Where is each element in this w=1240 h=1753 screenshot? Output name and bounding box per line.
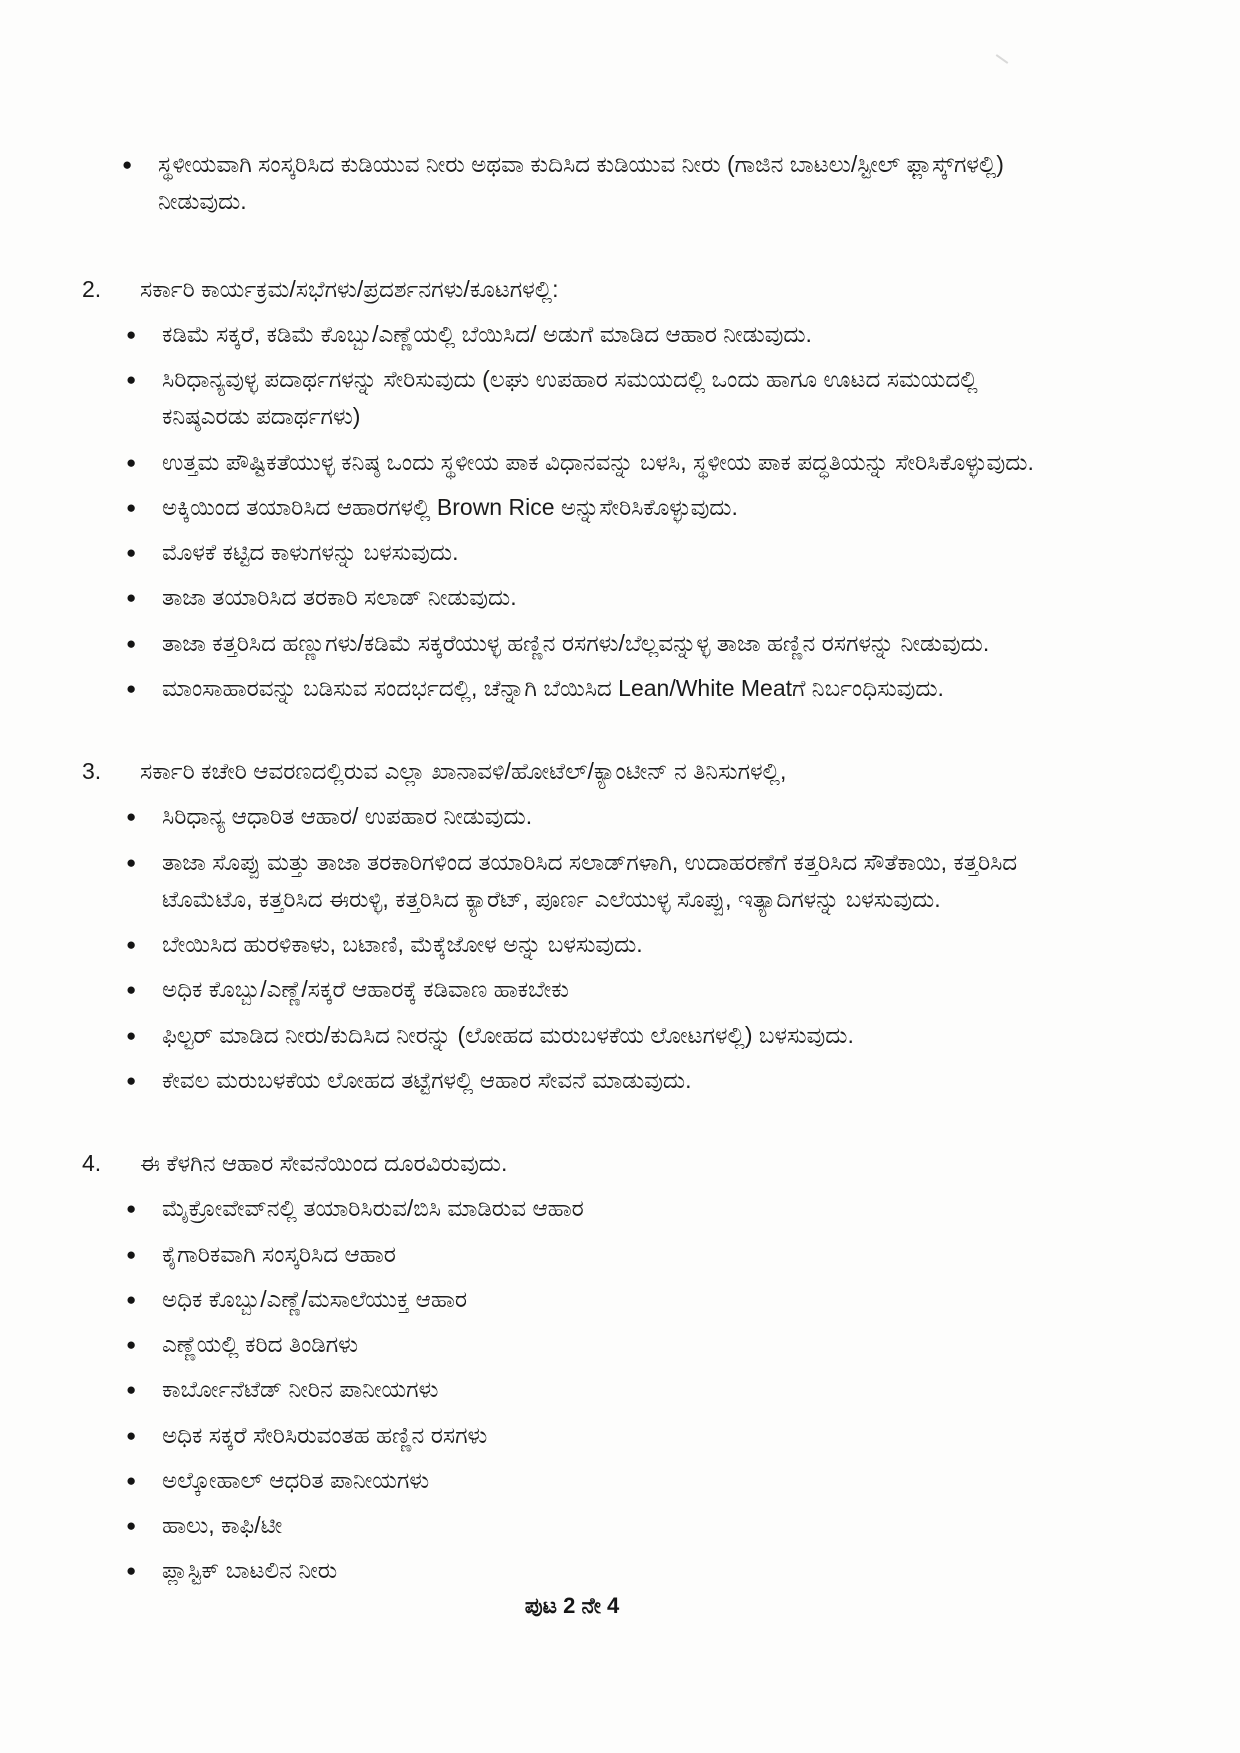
bullet-text: ಸಿರಿಧಾನ್ಯ ಆಧಾರಿತ ಆಹಾರ/ ಉಪಹಾರ ನೀಡುವುದು. xyxy=(162,803,533,830)
bullet-icon: ● xyxy=(126,980,137,1000)
list-item xyxy=(126,316,1062,353)
bullet-icon: ● xyxy=(126,1025,137,1045)
list-item xyxy=(126,971,1062,1008)
bullet-text: ಫಿಲ್ಟರ್ ಮಾಡಿದ ನೀರು/ಕುದಿಸಿದ ನೀರನ್ನು (ಲೋಹದ ಮರುಬಳಕೆಯ ಲೋಟಗಳಲ್ಲಿ) ಬಳಸುವುದು. xyxy=(162,1021,854,1048)
section-2 xyxy=(82,271,1062,708)
bullet-icon: ● xyxy=(126,1516,137,1535)
list-item xyxy=(126,844,1062,919)
bullet-text: ಎಣ್ಣೆಯಲ್ಲಿ ಕರಿದ ತಿಂಡಿಗಳು xyxy=(162,1331,359,1357)
page-number-footer: ಪುಟ 2 ನೇ 4 xyxy=(524,1593,620,1618)
bullet-text: ಅಧಿಕ ಕೊಬ್ಬು/ಎಣ್ಣೆ/ಸಕ್ಕರೆ ಆಹಾರಕ್ಕೆ ಕಡಿವಾಣ ಹಾಕಬೇಕು xyxy=(162,976,569,1003)
section-title: ಸರ್ಕಾರಿ ಕಚೇರಿ ಆವರಣದಲ್ಲಿರುವ ಎಲ್ಲಾ ಖಾನಾವಳಿ/ಹೋಟೆಲ್/ಕ್ಯಾಂಟೀನ್ ನ ತಿನಿಸುಗಳಲ್ಲಿ, xyxy=(140,758,787,784)
bullet-text: ಕಡಿಮೆ ಸಕ್ಕರೆ, ಕಡಿಮೆ ಕೊಬ್ಬು/ಎಣ್ಣೆಯಲ್ಲಿ ಬೆಯಿಸಿದ/ ಅಡುಗೆ ಮಾಡಿದ ಆಹಾರ ನೀಡುವುದು. xyxy=(162,320,812,347)
list-item xyxy=(126,1417,1062,1454)
list-item xyxy=(122,146,1062,221)
list-item xyxy=(126,1236,1062,1273)
bullet-text: ಕಾರ್ಬೋನೆಟೆಡ್ ನೀರಿನ ಪಾನೀಯಗಳು xyxy=(162,1376,439,1403)
bullet-text: ಸ್ಥಳೀಯವಾಗಿ ಸಂಸ್ಕರಿಸಿದ ಕುಡಿಯುವ ನೀರು ಅಥವಾ ಕುದಿಸಿದ ಕುಡಿಯುವ ನೀರು (ಗಾಜಿನ ಬಾಟಲು/ಸ್ಟೀಲ್ ಫ್ಲಾಸ್ಕ್‌ಗಳಲ್ಲಿ) ನೀಡುವುದು. xyxy=(158,151,1004,215)
section-heading xyxy=(82,1145,1062,1182)
bullet-icon: ● xyxy=(126,678,137,698)
list-item xyxy=(126,1507,1062,1544)
bullet-icon: ● xyxy=(126,807,137,827)
bullet-icon: ● xyxy=(122,155,133,174)
bullet-icon: ● xyxy=(126,543,137,562)
bullet-text: ಅಧಿಕ ಕೊಬ್ಬು/ಎಣ್ಣೆ/ಮಸಾಲೆಯುಕ್ತ ಆಹಾರ xyxy=(162,1285,468,1312)
section-number: 2. xyxy=(82,275,102,302)
bullet-icon: ● xyxy=(126,1561,137,1581)
section-title: ಈ ಕೆಳಗಿನ ಆಹಾರ ಸೇವನೆಯಿಂದ ದೂರವಿರುವುದು. xyxy=(140,1150,508,1176)
section-heading xyxy=(82,753,1062,790)
bullet-icon: ● xyxy=(126,935,137,954)
bullet-icon: ● xyxy=(126,1335,137,1354)
bullet-text: ತಾಜಾ ಕತ್ತರಿಸಿದ ಹಣ್ಣುಗಳು/ಕಡಿಮೆ ಸಕ್ಕರೆಯುಳ್ಳ ಹಣ್ಣಿನ ರಸಗಳು/ಬೆಲ್ಲವನ್ನುಳ್ಳ ತಾಜಾ ಹಣ್ಣಿನ ರಸಗಳನ್ನು ನೀಡುವುದು. xyxy=(162,629,990,656)
bullet-text: ಕೇವಲ ಮರುಬಳಕೆಯ ಲೋಹದ ತಟ್ಟೆಗಳಲ್ಲಿ ಆಹಾರ ಸೇವನೆ ಮಾಡುವುದು. xyxy=(162,1066,692,1093)
bullet-icon: ● xyxy=(126,324,137,344)
list-item xyxy=(126,1552,1062,1589)
bullet-icon: ● xyxy=(126,1425,137,1445)
bullet-text: ಸಿರಿಧಾನ್ಯವುಳ್ಳ ಪದಾರ್ಥಗಳನ್ನು ಸೇರಿಸುವುದು (ಲಘು ಉಪಹಾರ ಸಮಯದಲ್ಲಿ ಒಂದು ಹಾಗೂ ಊಟದ ಸಮಯದಲ್ಲಿ ಕನಿಷ್ಠಎರಡು ಪದಾರ್ಥಗಳು) xyxy=(162,366,978,430)
list-item xyxy=(126,1326,1062,1363)
list-item xyxy=(126,1281,1062,1318)
bullet-icon: ● xyxy=(126,633,137,653)
bullet-text: ಉತ್ತಮ ಪೌಷ್ಟಿಕತೆಯುಳ್ಳ ಕನಿಷ್ಠ ಒಂದು ಸ್ಥಳೀಯ ಪಾಕ ವಿಧಾನವನ್ನು ಬಳಸಿ, ಸ್ಥಳೀಯ ಪಾಕ ಪದ್ಧತಿಯನ್ನು ಸೇರಿಸಿಕೊಳ್ಳುವುದು. xyxy=(162,448,1034,475)
bullet-text: ತಾಜಾ ಸೊಪ್ಪು ಮತ್ತು ತಾಜಾ ತರಕಾರಿಗಳಿಂದ ತಯಾರಿಸಿದ ಸಲಾಡ್‌ಗಳಾಗಿ, ಉದಾಹರಣೆಗೆ ಕತ್ತರಿಸಿದ ಸೌತೆಕಾಯಿ, ಕತ್ತರಿಸಿದ ಟೊಮೆಟೊ, ಕತ್ತರಿಸಿದ ಈರುಳ್ಳಿ, ಕತ್ತರಿಸಿದ ಕ್ಯಾರೆಟ್, ಪೂರ್ಣ ಎಲೆಯುಳ್ಳ ಸೊಪ್ಪು, ಇತ್ಯಾದಿಗಳನ್ನು ಬಳಸುವುದು. xyxy=(162,848,1018,912)
list-item xyxy=(126,534,1062,571)
bullet-text: ಬೇಯಿಸಿದ ಹುರಳಿಕಾಳು, ಬಟಾಣಿ, ಮೆಕ್ಕೆಜೋಳ ಅನ್ನು ಬಳಸುವುದು. xyxy=(162,931,643,957)
bullet-icon: ● xyxy=(126,1199,137,1219)
bullet-text: ಮೈಕ್ರೋವೇವ್‌ನಲ್ಲಿ ತಯಾರಿಸಿರುವ/ಬಿಸಿ ಮಾಡಿರುವ ಆಹಾರ xyxy=(162,1195,584,1222)
bullet-text: ಅಲ್ಕೋಹಾಲ್ ಆಧರಿತ ಪಾನೀಯಗಳು xyxy=(162,1466,430,1493)
list-item xyxy=(126,670,1062,707)
section-4 xyxy=(82,1145,1062,1590)
bullet-text: ಮಾಂಸಾಹಾರವನ್ನು ಬಡಿಸುವ ಸಂದರ್ಭದಲ್ಲಿ, ಚೆನ್ನಾಗಿ ಬೆಯಿಸಿದ Lean/White Meatಗೆ ನಿರ್ಬಂಧಿಸುವುದು. xyxy=(162,674,944,701)
section-number: 3. xyxy=(82,758,102,784)
list-item xyxy=(126,1017,1062,1054)
bullet-text: ಅಧಿಕ ಸಕ್ಕರೆ ಸೇರಿಸಿರುವಂತಹ ಹಣ್ಣಿನ ರಸಗಳು xyxy=(162,1421,488,1448)
document-body xyxy=(82,146,1062,1636)
bullet-icon: ● xyxy=(126,1470,137,1490)
section-title: ಸರ್ಕಾರಿ ಕಾರ್ಯಕ್ರಮ/ಸಭೆಗಳು/ಪ್ರದರ್ಶನಗಳು/ಕೂಟಗಳಲ್ಲಿ: xyxy=(140,275,559,302)
bullet-text: ತಾಜಾ ತಯಾರಿಸಿದ ತರಕಾರಿ ಸಲಾಡ್ ನೀಡುವುದು. xyxy=(162,584,517,611)
list-item xyxy=(126,1371,1062,1408)
list-item xyxy=(126,926,1062,963)
bullet-text: ಕೈಗಾರಿಕವಾಗಿ ಸಂಸ್ಕರಿಸಿದ ಆಹಾರ xyxy=(162,1240,396,1267)
bullet-icon: ● xyxy=(126,1289,137,1309)
bullet-icon: ● xyxy=(126,852,137,872)
bullet-icon: ● xyxy=(126,588,137,608)
bullet-icon: ● xyxy=(126,452,137,472)
list-item xyxy=(126,579,1062,616)
bullet-icon: ● xyxy=(126,1070,137,1090)
intro-bullet-block xyxy=(112,146,1062,221)
bullet-text: ಪ್ಲಾಸ್ಟಿಕ್ ಬಾಟಲಿನ ನೀರು xyxy=(162,1557,338,1584)
bullet-icon: ● xyxy=(126,1380,137,1400)
list-item xyxy=(126,625,1062,662)
list-item xyxy=(126,1190,1062,1227)
list-item xyxy=(126,798,1062,835)
list-item xyxy=(126,489,1062,526)
section-heading xyxy=(82,271,1062,308)
list-item xyxy=(126,361,1062,436)
bullet-icon: ● xyxy=(126,497,137,517)
section-number: 4. xyxy=(82,1150,102,1176)
bullet-text: ಮೊಳಕೆ ಕಟ್ಟಿದ ಕಾಳುಗಳನ್ನು ಬಳಸುವುದು. xyxy=(162,539,459,565)
scan-artifact xyxy=(996,54,1009,64)
list-item xyxy=(126,1462,1062,1499)
bullet-icon: ● xyxy=(126,1244,137,1264)
bullet-text: ಹಾಲು, ಕಾಫಿ/ಟೀ xyxy=(162,1512,283,1538)
bullet-icon: ● xyxy=(126,370,137,389)
section-3 xyxy=(82,753,1062,1099)
bullet-text: ಅಕ್ಕಿಯಿಂದ ತಯಾರಿಸಿದ ಆಹಾರಗಳಲ್ಲಿ Brown Rice ಅನ್ನುಸೇರಿಸಿಕೊಳ್ಳುವುದು. xyxy=(162,493,738,520)
list-item xyxy=(126,1062,1062,1099)
list-item xyxy=(126,444,1062,481)
